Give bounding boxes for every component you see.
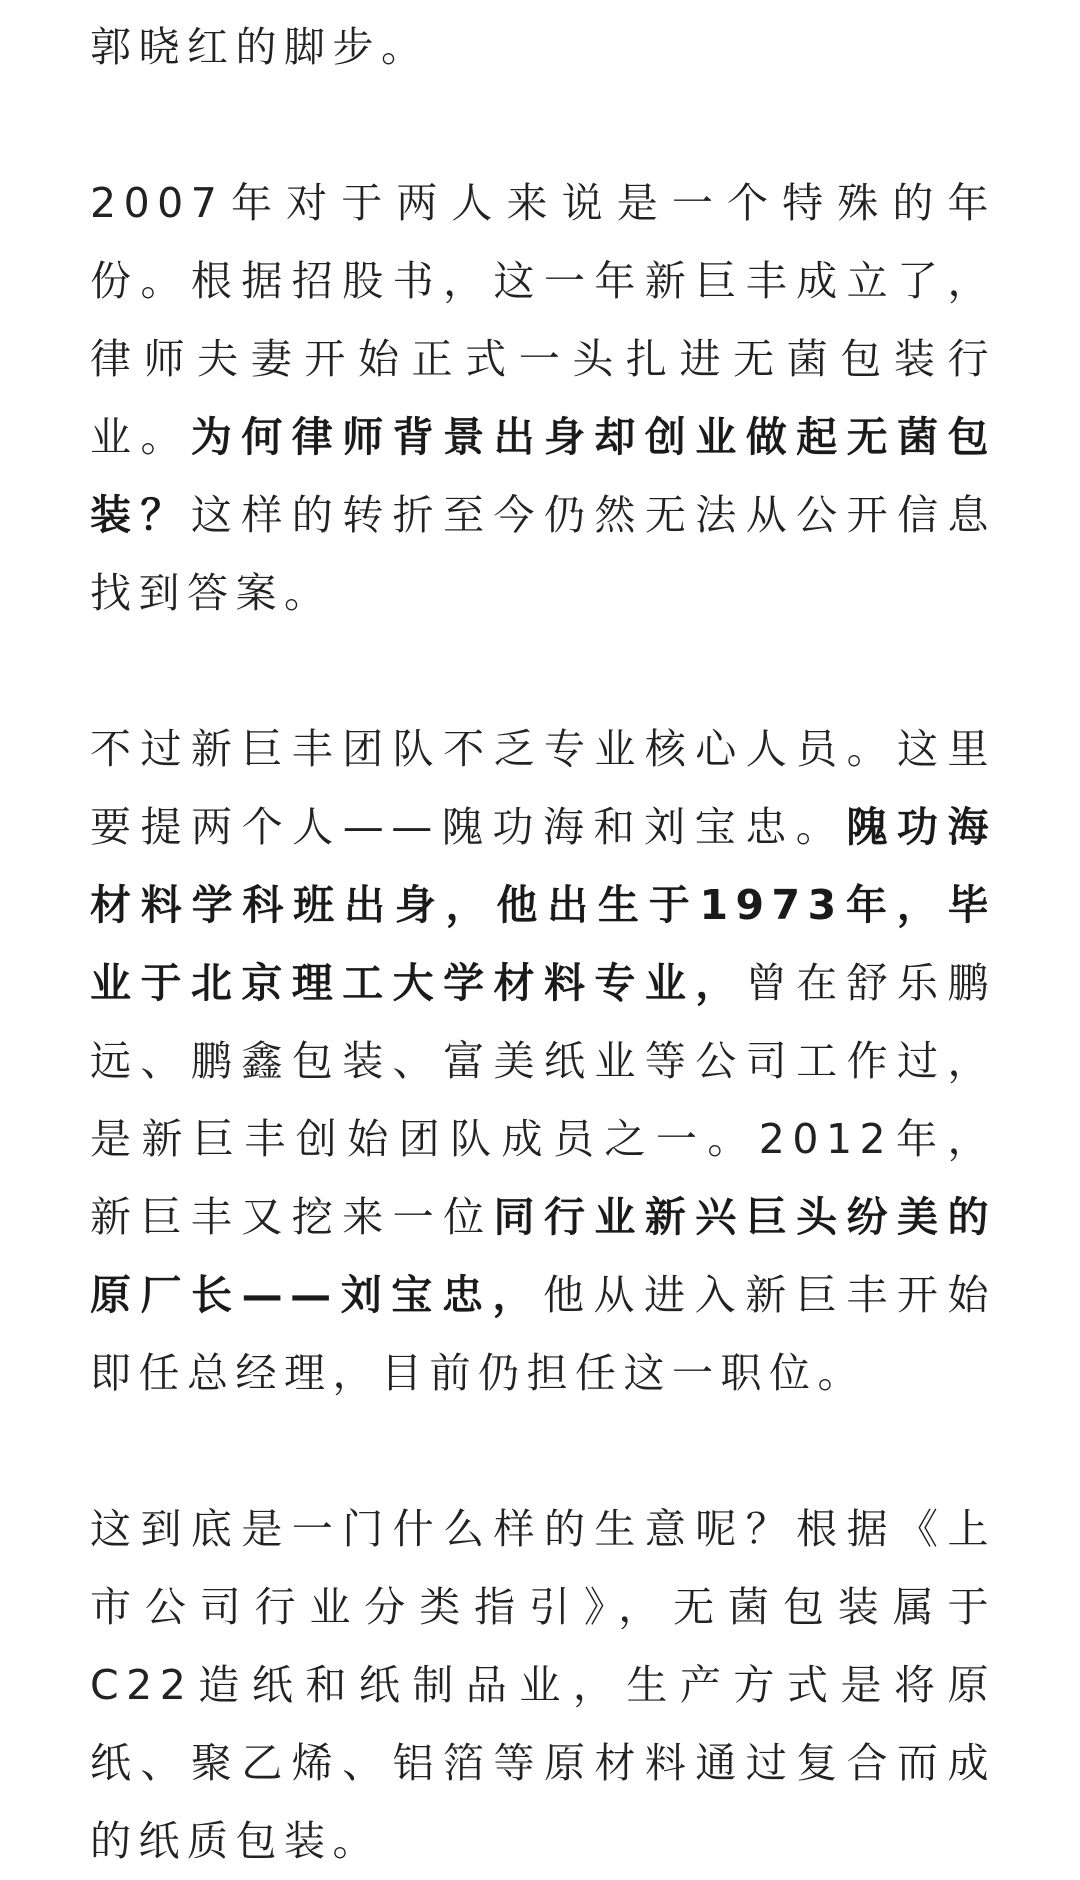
text-segment: 2007年对于两人来说是一个特殊的年份。根据招股书，这一年新巨丰成立了，律师夫妻开始正式一头扎进无菌包装行业。 — [90, 179, 996, 461]
paragraph-2 — [90, 164, 996, 632]
text-segment: 不过新巨丰团队不乏专业核心人员。这里要提两个人——隗功海和刘宝忠。 — [90, 725, 996, 851]
text-segment: 郭晓红的脚步。 — [90, 23, 430, 71]
bold-text-segment: 同行业新兴巨头纷美的原厂长——刘宝忠， — [90, 1193, 997, 1319]
bold-text-segment: 为何律师背景出身却创业做起无菌包装？ — [90, 413, 997, 539]
bold-text-segment: 隗功海材料学科班出身，他出生于1973年，毕业于北京理工大学材料专业， — [90, 803, 996, 1007]
text-segment: 曾在舒乐鹏远、鹏鑫包装、富美纸业等公司工作过，是新巨丰创始团队成员之一。2012年，新巨丰又挖来一位 — [90, 959, 996, 1241]
text-segment: 这到底是一门什么样的生意呢？根据《上市公司行业分类指引》，无菌包装属于C22造纸和纸制品业，生产方式是将原纸、聚乙烯、铝箔等原材料通过复合而成的纸质包装。 — [90, 1505, 996, 1865]
text-segment: 他从进入新巨丰开始即任总经理，目前仍担任这一职位。 — [90, 1271, 996, 1397]
paragraph-3 — [90, 710, 996, 1412]
article-body — [90, 8, 996, 1880]
paragraph-4 — [90, 1490, 996, 1880]
text-segment: 这样的转折至今仍然无法从公开信息找到答案。 — [90, 491, 997, 617]
paragraph-1 — [90, 8, 996, 86]
